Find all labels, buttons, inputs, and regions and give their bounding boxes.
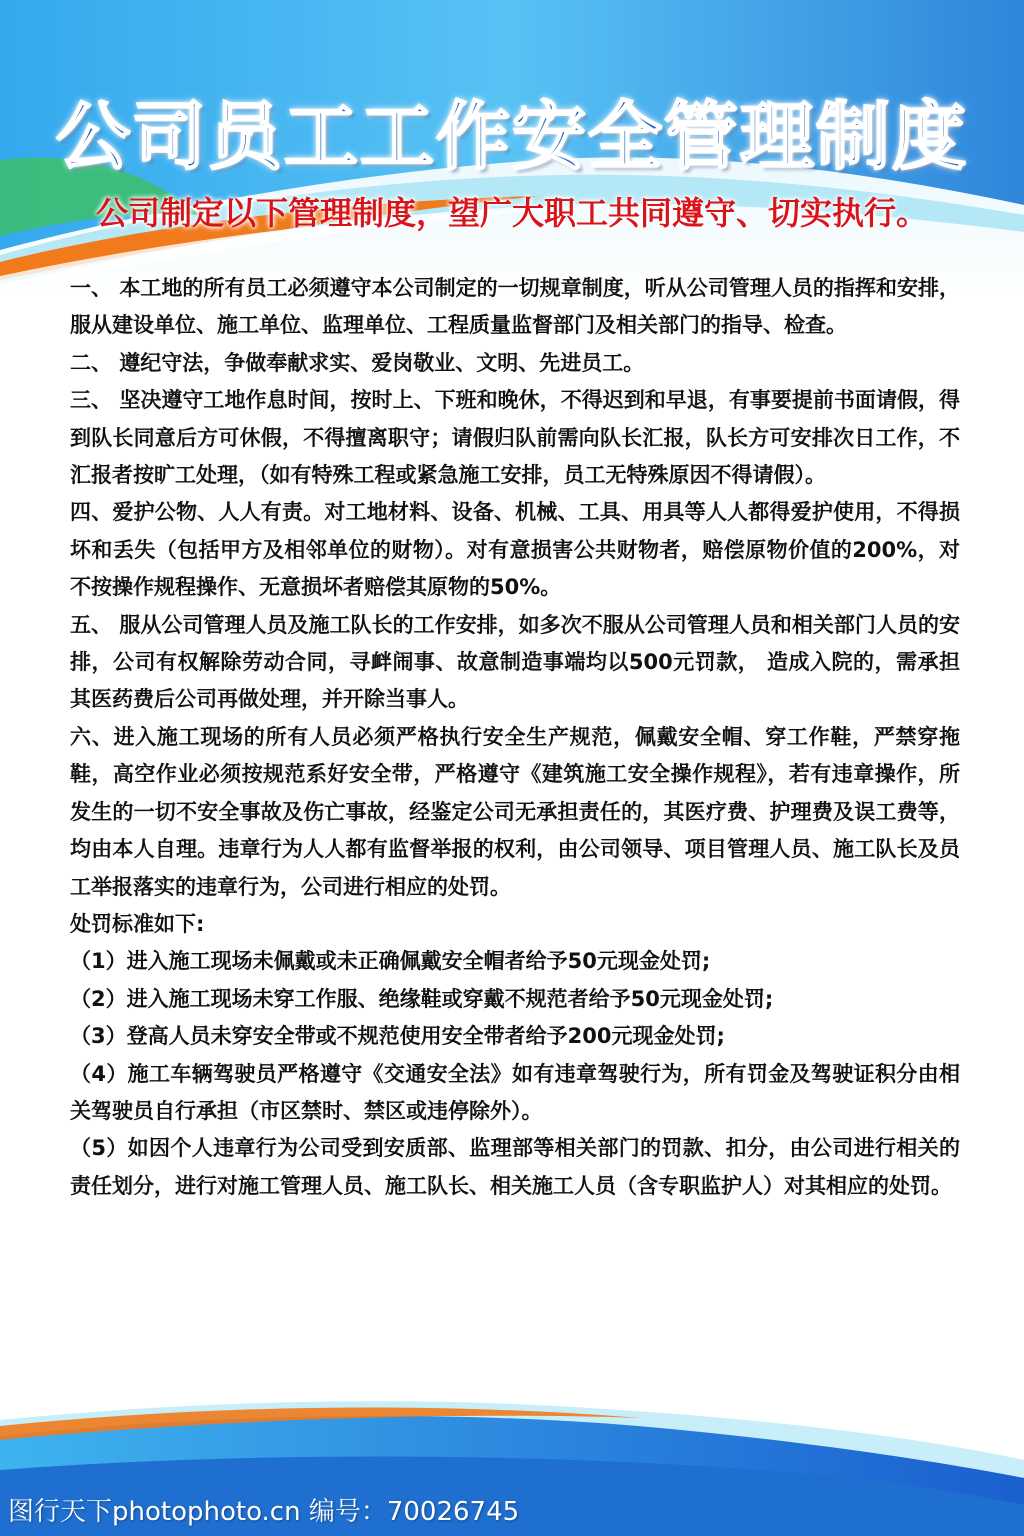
paragraph-3: 三、 坚决遵守工地作息时间，按时上、下班和晚休，不得迟到和早退，有事要提前书面请假，得到队长同意后方可休假，不得擅离职守；请假归队前需向队长汇报，队长方可安排次日工作，不汇报者按旷工处理，（如有特殊工程或紧急施工安排，员工无特殊原因不得请假）。 xyxy=(70,388,960,488)
penalty-item-2: （2）进入施工现场未穿工作服、绝缘鞋或穿戴不规范者给予50元现金处罚; xyxy=(70,986,774,1011)
paragraph-4: 四、爱护公物、人人有责。对工地材料、设备、机械、工具、用具等人人都得爱护使用，不得损坏和丢失（包括甲方及相邻单位的财物）。对有意损害公共财物者，赔偿原物价值的200%，对不按操作规程操作、无意损坏者赔偿其原物的50%。 xyxy=(70,500,960,600)
penalty-item-4: （4）施工车辆驾驶员严格遵守《交通安全法》如有违章驾驶行为，所有罚金及驾驶证积分由相关驾驶员自行承担（市区禁时、禁区或违停除外）。 xyxy=(70,1061,960,1123)
regulation-body xyxy=(70,270,960,1205)
penalty-heading: 处罚标准如下: xyxy=(70,911,205,936)
penalty-item-5: （5）如因个人违章行为公司受到安质部、监理部等相关部门的罚款、扣分，由公司进行相关的责任划分，进行对施工管理人员、施工队长、相关施工人员（含专职监护人）对其相应的处罚。 xyxy=(70,1136,960,1198)
paragraph-5: 五、 服从公司管理人员及施工队长的工作安排，如多次不服从公司管理人员和相关部门人员的安排，公司有权解除劳动合同，寻衅闹事、故意制造事端均以500元罚款， 造成入院的，需承担其医药费后公司再做处理，并开除当事人。 xyxy=(70,612,960,712)
penalty-item-3: （3）登高人员未穿安全带或不规范使用安全带者给予200元现金处罚; xyxy=(70,1024,725,1049)
paragraph-6: 六、进入施工现场的所有人员必须严格执行安全生产规范，佩戴安全帽、穿工作鞋，严禁穿拖鞋，高空作业必须按规范系好安全带，严格遵守《建筑施工安全操作规程》，若有违章操作，所发生的一切不安全事故及伤亡事故，经鉴定公司无承担责任的，其医疗费、护理费及误工费等，均由本人自理。违章行为人人都有监督举报的权利，由公司领导、项目管理人员、施工队长及员工举报落实的违章行为，公司进行相应的处罚。 xyxy=(70,724,960,899)
page-title: 公司员工工作安全管理制度 xyxy=(56,94,968,180)
subtitle: 公司制定以下管理制度，望广大职工共同遵守、切实执行。 xyxy=(95,194,928,232)
watermark: 图行天下photophoto.cn 编号：70026745 xyxy=(8,1497,520,1527)
paragraph-2: 二、 遵纪守法，争做奉献求实、爱岗敬业、文明、先进员工。 xyxy=(70,350,645,375)
penalty-item-1: （1）进入施工现场未佩戴或未正确佩戴安全帽者给予50元现金处罚; xyxy=(70,949,711,974)
paragraph-1: 一、 本工地的所有员工必须遵守本公司制定的一切规章制度，听从公司管理人员的指挥和安排，服从建设单位、施工单位、监理单位、工程质量监督部门及相关部门的指导、检查。 xyxy=(70,276,960,338)
